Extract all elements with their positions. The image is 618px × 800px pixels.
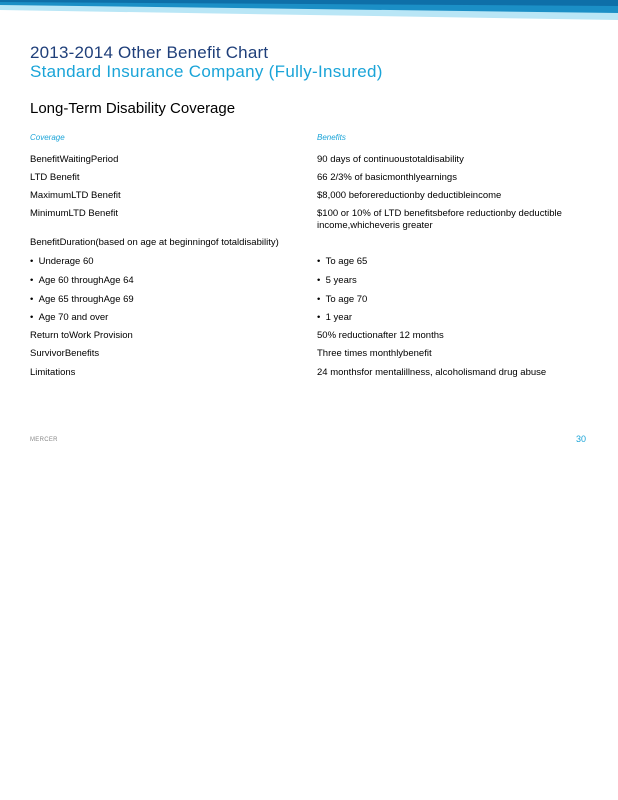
table-row [30,237,600,256]
page-number: 30 [576,434,587,444]
table-row [30,348,600,367]
coverage-cell: • Age 70 and over [30,312,317,324]
table-row [30,312,600,330]
section-title: Long-Term Disability Coverage [30,100,236,117]
coverage-cell: BenefitWaitingPeriod [30,154,119,165]
coverage-cell: LTD Benefit [30,172,80,183]
table-row [30,154,600,172]
benefit-cell: • 5 years [317,275,600,287]
table-row [30,330,600,348]
benefit-cell: 24 monthsfor mentalillness, alcoholismand drug abuse [317,367,547,378]
benefit-cell: 90 days of continuoustotaldisability [317,154,464,165]
benefit-cell: 50% reductionafter 12 months [317,330,444,341]
coverage-cell: • Underage 60 [30,256,317,268]
coverage-cell: Return toWork Provision [30,330,133,341]
table-row [30,190,600,208]
table-row [30,208,600,237]
header-decoration-bar [0,0,618,24]
table-row [30,367,600,385]
table-row [30,172,600,190]
coverage-cell: MaximumLTD Benefit [30,190,121,201]
coverage-cell: Limitations [30,367,76,378]
table-row [30,256,600,275]
table-row [30,294,600,312]
coverage-cell: SurvivorBenefits [30,348,100,359]
benefit-cell: • To age 65 [317,256,600,268]
benefit-cell: $8,000 beforereductionby deductibleincome [317,190,502,201]
footer-brand: MERCER [30,437,58,443]
benefit-cell: • To age 70 [317,294,600,306]
benefit-cell: • 1 year [317,312,600,324]
benefit-table [30,132,600,385]
column-header-benefits: Benefits [317,133,346,142]
table-row [30,275,600,294]
coverage-cell: • Age 65 throughAge 69 [30,294,317,306]
coverage-cell: BenefitDuration(based on age at beginningof totaldisability) [30,237,279,248]
coverage-cell: MinimumLTD Benefit [30,208,118,219]
benefit-cell: 66 2/3% of basicmonthlyearnings [317,172,457,183]
benefit-cell: $100 or 10% of LTD benefitsbefore reductionby deductible income,whicheveris greater [317,208,562,231]
page-subtitle: Standard Insurance Company (Fully-Insured) [30,62,383,81]
column-header-coverage: Coverage [30,133,65,142]
page-title: 2013-2014 Other Benefit Chart [30,43,269,62]
benefit-cell: Three times monthlybenefit [317,348,432,359]
coverage-cell: • Age 60 throughAge 64 [30,275,317,287]
table-header-row [30,132,600,154]
